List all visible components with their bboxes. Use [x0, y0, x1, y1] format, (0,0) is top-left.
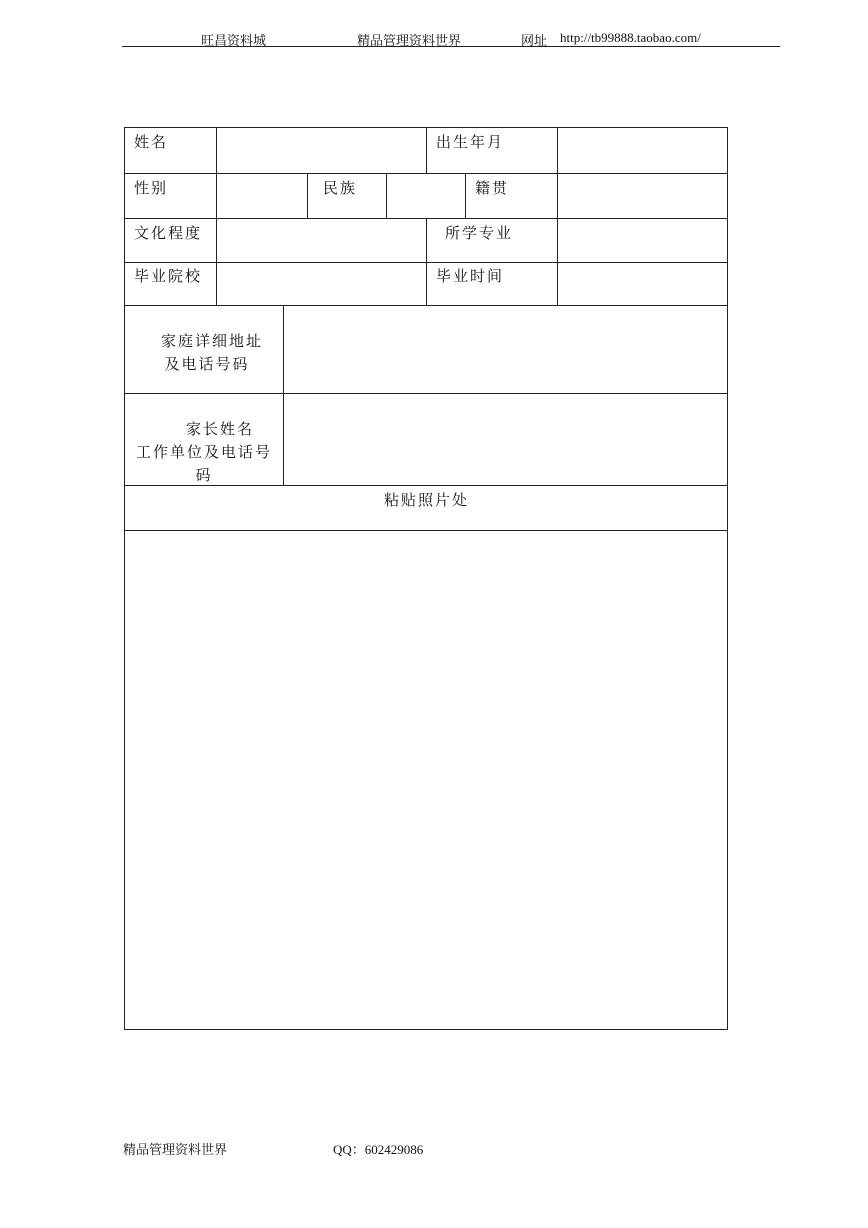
education-field[interactable] [217, 219, 426, 262]
native-place-label: 籍贯 [475, 179, 510, 197]
parent-info-label-line2: 工作单位及电话号 [135, 443, 272, 461]
photo-label: 粘贴照片处 [384, 491, 470, 509]
parent-info-label-line1: 家长姓名 [185, 420, 254, 438]
parent-info-field[interactable] [284, 394, 727, 485]
footer-qq: QQ：602429086 [333, 1142, 424, 1157]
header-title: 精品管理资料世界 [357, 33, 462, 48]
photo-area[interactable] [125, 531, 727, 1029]
education-label: 文化程度 [134, 224, 203, 242]
graduation-time-field[interactable] [558, 263, 727, 305]
address-field[interactable] [284, 306, 727, 393]
name-label: 姓名 [134, 133, 169, 151]
header-url-link[interactable]: http://tb99888.taobao.com/ [560, 30, 701, 45]
column-divider [307, 173, 308, 218]
footer-brand: 精品管理资料世界 [123, 1142, 228, 1157]
birth-date-label: 出生年月 [436, 133, 505, 151]
native-place-field[interactable] [558, 174, 727, 218]
school-field[interactable] [217, 263, 426, 305]
address-label [125, 330, 283, 376]
parent-info-label-line3: 码 [195, 466, 213, 484]
school-label: 毕业院校 [134, 267, 203, 285]
column-divider [426, 218, 427, 305]
graduation-time-label: 毕业时间 [436, 267, 505, 285]
address-label-line1: 家庭详细地址 [160, 332, 263, 350]
major-label: 所学专业 [445, 224, 514, 242]
header-url-label: 网址 [521, 33, 548, 48]
header-divider [122, 46, 780, 47]
gender-label: 性别 [134, 179, 169, 197]
ethnicity-label: 民族 [323, 179, 358, 197]
birth-date-field[interactable] [558, 128, 727, 173]
gender-field[interactable] [217, 174, 307, 218]
parent-info-label [125, 418, 283, 487]
column-divider [426, 127, 427, 173]
ethnicity-field[interactable] [387, 174, 465, 218]
address-label-line2: 及电话号码 [164, 355, 250, 373]
column-divider [465, 173, 466, 218]
major-field[interactable] [558, 219, 727, 262]
name-field[interactable] [217, 128, 426, 173]
header-brand: 旺昌资料城 [201, 33, 267, 48]
